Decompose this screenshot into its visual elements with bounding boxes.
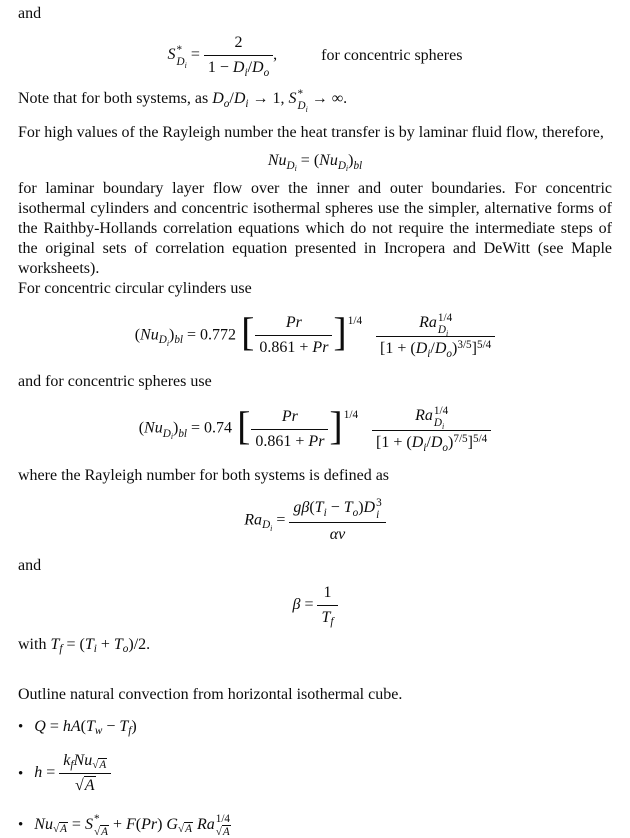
text-run: i [166, 338, 169, 348]
text-run: f [70, 759, 74, 772]
stack-superscript [94, 813, 100, 825]
text-run: [1 + ( [376, 433, 412, 451]
radical-icon: √ [92, 759, 99, 772]
subscript [244, 67, 247, 79]
subscript [163, 428, 173, 440]
big-bracket: ] [329, 402, 343, 448]
subscript [94, 643, 97, 655]
fraction [59, 750, 111, 797]
square-root [92, 758, 107, 771]
radical-icon: √ [74, 776, 84, 794]
bullet-icon: • [18, 765, 24, 782]
text-run: Ra [196, 815, 215, 833]
text-run: i [294, 164, 297, 174]
bullet-icon: • [18, 719, 24, 735]
paragraph [18, 123, 612, 143]
stack-superscript [438, 312, 452, 324]
text-run: i [244, 66, 248, 79]
text-run: Pr [281, 407, 298, 425]
subscript [446, 329, 448, 338]
text-run: ) [448, 433, 454, 451]
radical-icon: √ [177, 823, 185, 836]
stack-subscript [297, 100, 307, 112]
equation [18, 404, 612, 454]
text-run: / [430, 340, 435, 358]
text-run: 3 [376, 496, 382, 509]
text-run: = 0.74 [187, 419, 237, 437]
fraction [376, 311, 495, 361]
text-run: D [162, 427, 171, 440]
text-run: D [363, 498, 376, 516]
sup-sub-stack [297, 88, 307, 113]
paragraph [18, 87, 612, 112]
equation-body [292, 582, 337, 629]
text-run: For high values of the Rayleigh number the heat transfer is by laminar fluid flow, therefore, [18, 123, 604, 141]
text-run: T [321, 608, 331, 626]
radicand: A [101, 825, 108, 838]
text-run: For concentric circular cylinders use [18, 279, 252, 297]
fraction-numerator [251, 406, 328, 429]
bullet-icon: • [18, 817, 24, 834]
sup-sub-stack [216, 813, 231, 838]
text-run: bl [174, 334, 184, 347]
text-run: Pr [141, 815, 158, 833]
subscript [338, 160, 348, 172]
subscript [287, 160, 297, 172]
text-run: D [437, 323, 446, 336]
text-run: T [119, 717, 129, 735]
square-root [94, 825, 109, 838]
subscript [59, 643, 62, 655]
equation-note: for concentric spheres [321, 46, 463, 64]
text-run: + [108, 815, 126, 833]
subscript [353, 160, 362, 172]
fraction-denominator [251, 429, 328, 453]
text-run: T [343, 498, 353, 516]
text-run: ] [467, 433, 473, 451]
text-run: = ( [62, 635, 85, 653]
fraction-numerator [317, 582, 337, 605]
text-run: i [245, 97, 249, 110]
text-run: D [434, 340, 447, 358]
text-run: with [18, 635, 51, 653]
text-run: ] [471, 340, 477, 358]
text-run: / [247, 59, 253, 76]
stack-superscript [434, 405, 448, 417]
sup-sub-stack [438, 312, 452, 337]
text-run: ) [169, 326, 175, 344]
superscript [457, 339, 471, 351]
text-run: hA [62, 717, 81, 735]
text-run: D [415, 340, 428, 358]
text-run: Pr [308, 432, 325, 450]
text-run: 3/5 [457, 339, 472, 352]
superscript [348, 315, 362, 327]
fraction-denominator [317, 605, 337, 629]
text-run: h [34, 763, 43, 781]
superscript [453, 433, 467, 445]
bullet-item [18, 717, 612, 737]
text-run: D [176, 56, 185, 69]
subscript [262, 519, 272, 531]
text-run: = [67, 815, 85, 833]
text-run: D [252, 59, 264, 76]
subscript [446, 348, 452, 360]
sup-sub-stack [434, 405, 448, 430]
subscript [70, 759, 73, 771]
text-run: ) [131, 717, 137, 735]
text-run: Pr [285, 313, 302, 331]
paragraph [18, 556, 612, 576]
text-run: i [441, 422, 445, 432]
text-run: 1/4 [433, 405, 449, 418]
subscript [171, 432, 173, 441]
text-run: = [272, 511, 290, 529]
square-root [216, 825, 231, 838]
text-run: ) [452, 340, 458, 358]
radical-icon: √ [52, 823, 60, 836]
text-run: Ra [244, 511, 263, 529]
text-run: ) [358, 498, 364, 516]
text-run: / [426, 433, 431, 451]
equation [18, 496, 612, 546]
subscript [442, 442, 448, 454]
text-run: + [96, 635, 114, 653]
text-run: Note that for both systems, as [18, 89, 213, 107]
text-run: − [326, 498, 344, 516]
radicand: A [185, 823, 192, 836]
text-run: ) [173, 419, 179, 437]
text-run: i [93, 643, 97, 656]
text-run: ( [138, 419, 145, 437]
fraction-denominator [372, 430, 491, 454]
bullet-body [34, 750, 111, 797]
text-run: , [273, 46, 278, 64]
square-root [75, 776, 96, 794]
stack-subscript [433, 417, 445, 432]
text-run: 1/4 [437, 311, 453, 324]
stack-subscript [176, 56, 187, 71]
subscript [95, 725, 102, 737]
fraction-denominator [204, 55, 273, 79]
stack-subscript [94, 826, 109, 838]
text-run: T [113, 635, 123, 653]
text-run: w [94, 725, 103, 738]
radical-icon: √ [93, 825, 101, 838]
text-run: D [158, 334, 167, 347]
text-run: 1 − [207, 59, 233, 76]
text-run: Nu [267, 151, 287, 169]
big-bracket: [ [237, 402, 251, 448]
square-root [53, 822, 68, 835]
text-run: T [85, 717, 95, 735]
text-run: Pr [312, 338, 329, 356]
text-run: 2 [234, 34, 243, 51]
text-run: ) [157, 815, 167, 833]
text-run: D [232, 59, 245, 76]
text-run: i [423, 441, 427, 454]
text-run: i [323, 506, 327, 519]
fraction-denominator [376, 336, 495, 360]
text-run: [1 + ( [380, 340, 416, 358]
text-run: G [166, 815, 178, 833]
fraction [317, 582, 337, 629]
subscript [270, 524, 272, 533]
text-run: β [292, 595, 301, 613]
stack-subscript [438, 324, 448, 336]
text-run: * [93, 813, 100, 826]
radicand: A [60, 823, 67, 836]
text-run: Q [34, 717, 46, 735]
text-run: S [167, 46, 176, 64]
big-bracket: ] [333, 309, 347, 355]
subscript [324, 507, 327, 519]
text-run: 7/5 [453, 432, 468, 445]
text-run: Outline natural convection from horizontal isothermal cube. [18, 685, 403, 703]
text-run: D [430, 433, 443, 451]
subscript [92, 759, 107, 771]
subscript [306, 105, 308, 114]
text-run: bl [178, 427, 188, 440]
subscript [295, 164, 297, 173]
text-run: * [176, 44, 183, 57]
subscript [128, 725, 131, 737]
sup-sub-stack [376, 497, 382, 522]
subscript [123, 643, 129, 655]
text-run: = [42, 763, 60, 781]
sup-sub-stack [94, 813, 109, 838]
equation-body [135, 311, 496, 361]
stack-superscript [376, 497, 382, 509]
stack-subscript [216, 826, 231, 838]
fraction-numerator [372, 404, 491, 430]
text-run: = [186, 46, 204, 64]
text-run: Nu [34, 815, 53, 833]
subscript [185, 61, 187, 70]
text-run: − [102, 717, 120, 735]
text-run: and for concentric spheres use [18, 373, 212, 391]
subscript [427, 348, 430, 360]
text-run: ) [348, 151, 354, 169]
text-run: 5/4 [472, 432, 488, 445]
text-run: = ( [296, 151, 320, 169]
text-run: o [122, 643, 129, 656]
text-run: D [212, 89, 224, 107]
radicand: A [99, 759, 107, 772]
equation-body [168, 32, 278, 79]
radicand: A [84, 776, 95, 794]
text-run: i [305, 104, 308, 114]
text-run: f [330, 616, 334, 629]
sup-sub-stack [177, 44, 187, 69]
subscript [442, 422, 444, 431]
text-run: f [59, 643, 63, 656]
text-run: F [125, 815, 136, 833]
paragraph [18, 279, 612, 299]
superscript [477, 339, 491, 351]
radicand: A [222, 825, 230, 838]
text-run: Nu [144, 419, 163, 437]
text-run: Nu [73, 751, 93, 769]
bullet-item [18, 813, 612, 838]
text-run: o [442, 441, 449, 454]
text-run: D [411, 433, 424, 451]
text-run: 1 [323, 583, 332, 601]
subscript [53, 823, 68, 835]
equation [18, 151, 612, 174]
fraction [255, 312, 332, 359]
text-run: Ra [419, 313, 437, 331]
text-run: o [352, 506, 359, 519]
text-run: 1/4 [347, 315, 363, 327]
paragraph [18, 635, 612, 655]
subscript [245, 98, 248, 110]
equation [18, 582, 612, 629]
text-run: ( [135, 815, 142, 833]
text-run: 1/4 [343, 408, 359, 421]
text-run: bl [353, 159, 363, 172]
text-run: S [288, 89, 297, 107]
subscript [159, 334, 169, 346]
paragraph [18, 466, 612, 486]
equation [18, 311, 612, 361]
text-run: i [184, 61, 187, 71]
equation-body [267, 151, 363, 174]
text-run: Nu [140, 326, 159, 344]
text-run: i [345, 164, 349, 174]
text-run: ( [309, 498, 315, 516]
text-run: where the Rayleigh number for both systems is defined as [18, 466, 390, 484]
text-run: * [297, 87, 304, 100]
text-run: / [229, 89, 234, 107]
bullet-body [34, 813, 230, 838]
fraction [289, 496, 385, 546]
subscript [174, 334, 183, 346]
fraction-numerator [255, 312, 332, 335]
text-run: Nu [319, 151, 338, 169]
subscript [423, 442, 426, 454]
text-run: k [63, 751, 71, 769]
big-bracket: [ [241, 309, 255, 355]
text-run: ( [80, 717, 86, 735]
text-run: i [376, 509, 380, 522]
fraction-denominator [289, 522, 385, 546]
text-run: i [270, 524, 273, 533]
radical-icon: √ [215, 825, 222, 838]
equation-body [139, 404, 492, 454]
fraction-numerator [204, 32, 273, 55]
text-run: = [45, 717, 63, 735]
text-run: f [128, 725, 132, 738]
text-run: D [262, 519, 271, 532]
fraction-numerator [289, 496, 385, 522]
paragraph [18, 179, 612, 279]
document-page [18, 4, 612, 838]
subscript [330, 616, 333, 628]
text-run: → 1, [248, 89, 289, 107]
fraction [251, 406, 328, 453]
fraction-numerator [59, 750, 111, 773]
fraction [204, 32, 273, 79]
text-run: )/2. [128, 635, 151, 653]
paragraph [18, 4, 612, 24]
text-run: o [446, 348, 453, 361]
text-run: gβ [293, 498, 310, 516]
text-run: 1/4 [215, 813, 231, 826]
text-run: for laminar boundary layer flow over the inner and outer boundaries. For concentric isothermal cylinders and concentric isothermal spheres use the simpler, alternative forms of the Raithby-Hollands correlation equations which do not require the intermediate steps of the original sets of correlation equation presented in Incropera and DeWitt (see Maple worksheets). [18, 179, 612, 277]
text-run: i [170, 432, 173, 442]
subscript [178, 428, 187, 440]
fraction-numerator [376, 311, 495, 337]
text-run: and [18, 556, 42, 574]
text-run: and [18, 5, 42, 22]
text-run: = 0.772 [183, 326, 241, 344]
text-run: S [84, 815, 93, 833]
equation-body [244, 496, 385, 546]
text-run: o [223, 97, 230, 110]
equation [18, 32, 612, 79]
text-run: = [300, 595, 318, 613]
text-run: T [84, 635, 94, 653]
text-run: o [263, 66, 270, 79]
stack-superscript [297, 88, 303, 100]
subscript [178, 823, 193, 835]
text-run: 0.861 + [259, 338, 313, 356]
text-run: T [50, 635, 60, 653]
stack-subscript [376, 509, 379, 521]
subscript [224, 98, 230, 110]
text-run: D [286, 159, 295, 172]
subscript [167, 339, 169, 348]
text-run: 0.861 + [255, 432, 309, 450]
paragraph [18, 685, 612, 705]
fraction-denominator [59, 773, 111, 797]
fraction-denominator [255, 335, 332, 359]
superscript [473, 433, 487, 445]
text-run: T [314, 498, 324, 516]
text-run: D [233, 89, 246, 107]
subscript [346, 164, 348, 173]
superscript [344, 409, 358, 421]
text-run: Ra [415, 407, 433, 425]
text-run: → ∞. [307, 89, 348, 107]
text-run: 5/4 [476, 339, 492, 352]
paragraph [18, 372, 612, 392]
fraction [372, 404, 491, 454]
text-run: D [297, 100, 306, 113]
text-run: i [427, 348, 431, 361]
text-run: αν [329, 525, 346, 543]
subscript [353, 507, 359, 519]
text-run: i [445, 328, 449, 338]
subscript [264, 67, 270, 79]
text-run: D [337, 159, 346, 172]
square-root [178, 822, 193, 835]
bullet-item [18, 750, 612, 797]
text-run: ( [134, 326, 141, 344]
stack-superscript [177, 44, 183, 56]
text-run: D [433, 417, 442, 430]
bullet-body [34, 717, 136, 737]
